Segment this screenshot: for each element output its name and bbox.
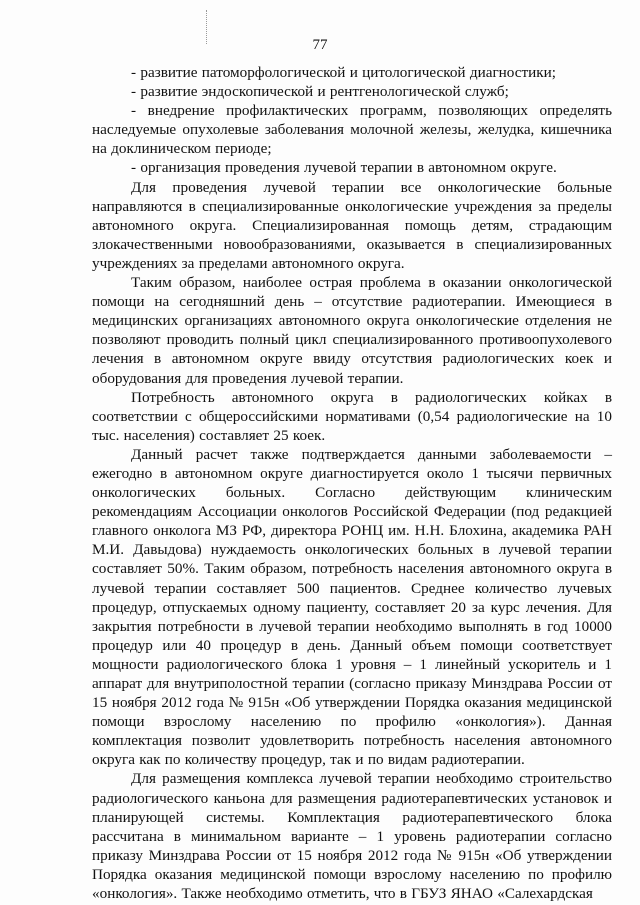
bullet-item-radiotherapy-organization: - организация проведения лучевой терапии в автономном округе. bbox=[131, 159, 557, 177]
bullet-item-endoscopy: - развитие эндоскопической и рентгенологической служб; bbox=[131, 83, 509, 101]
page-number: 77 bbox=[312, 37, 328, 53]
bullet-item-pathomorphology: - развитие патоморфологической и цитологической диагностики; bbox=[131, 64, 557, 81]
paragraph-calculation: Данный расчет также подтверждается данными заболеваемости – ежегодно в автономном округе диагностируется около 1 тысячи первичных онкологических больных. Согласно действующим клиническим рекомендациям Ассоциации онкологов Российской Федерации (под редакцией главного онколога МЗ РФ, директора РОНЦ им. Н.Н. Блохина, академика РАН М.И. Давыдова) нуждаемость онкологических больных в лучевой терапии составляет 50%. Таким образом, потребность населения автономного округа в лучевой терапии составляет 500 пациентов. Среднее количество лучевых процедур, отпускаемых одному пациенту, составляет 20 за курс лечения. Для закрытия потребности в лучевой терапии необходимо выполнять в год 10000 процедур или 40 процедур в день. Данный объем помощи соответствует мощности радиологического блока 1 уровня – 1 линейный ускоритель и 1 аппарат для внутриполостной терапии (согласно приказу Минздрава России от 15 ноября 2012 года № 915н «Об утверждении Порядка оказания медицинской помощи взрослому населению по профилю «онкология»). Данная комплектация позволит удовлетворить потребность населения автономного округа как по количеству процедур, так и по видам радиотерапии. bbox=[92, 445, 612, 769]
document-body bbox=[92, 63, 612, 903]
paragraph-referral: Для проведения лучевой терапии все онкологические больные направляются в специализированные онкологические учреждения за пределы автономного округа. Специализированная помощь детям, страдающим злокачественными новообразованиями, оказывается в специализированных учреждениях за пределами автономного округа. bbox=[92, 178, 612, 272]
paragraph-bed-need: Потребность автономного округа в радиологических койках в соответствии с общероссийскими нормативами (0,54 радиологические на 10 тыс. населения) составляет 25 коек. bbox=[92, 388, 612, 444]
paragraph-main-problem: Таким образом, наиболее острая проблема в оказании онкологической помощи на сегодняшний день – отсутствие радиотерапии. Имеющиеся в медицинских организациях автономного округа онкологические отделения не позволяют проводить полный цикл специализированного противоопухолевого лечения в автономном округе ввиду отсутствия радиологических коек и оборудования для проведения лучевой терапии. bbox=[92, 274, 612, 387]
paragraph-complex-placement: Для размещения комплекса лучевой терапии необходимо строительство радиологического каньона для размещения радиотерапевтических установок и планирующей системы. Комплектация радиотерапевтического блока рассчитана в минимальном варианте – 1 уровень радиотерапии согласно приказу Минздрава России от 15 ноября 2012 года № 915н «Об утверждении Порядка оказания медицинской помощи взрослому населению по профилю «онкология». Также необходимо отметить, что в ГБУЗ ЯНАО «Салехардская bbox=[92, 770, 612, 903]
bullet-item-prevention-programs: - внедрение профилактических программ, позволяющих определять наследуемые опухолевые заболевания молочной железы, желудка, кишечника на доклиническом периоде; bbox=[92, 102, 612, 158]
